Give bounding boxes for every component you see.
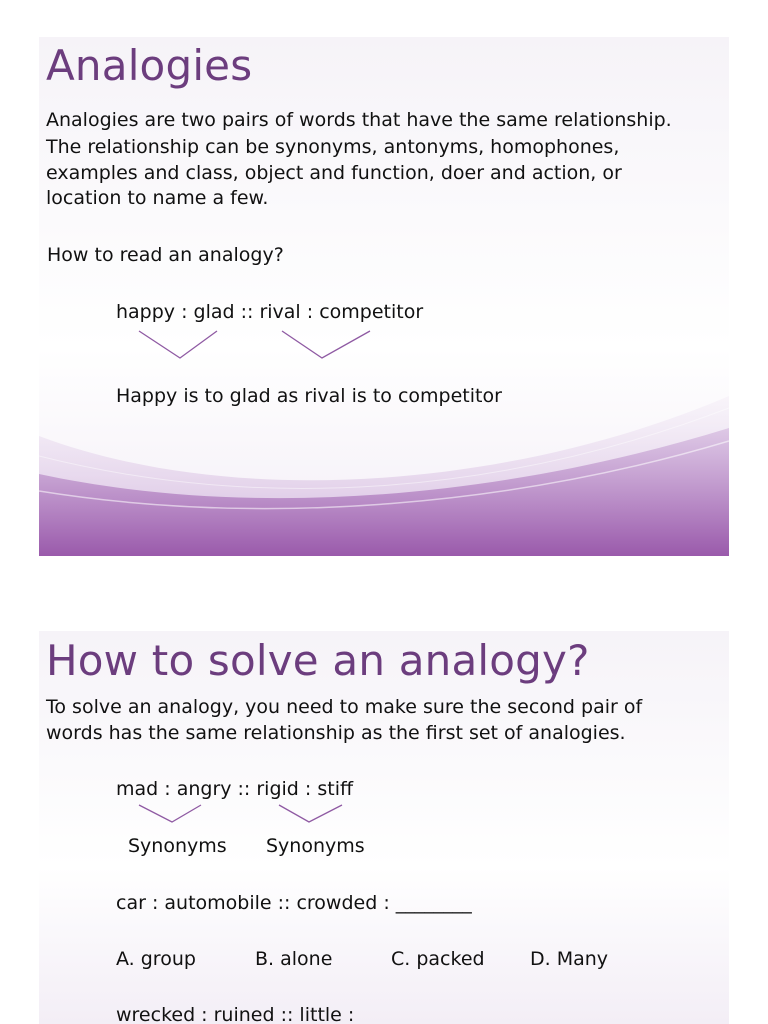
slide-title: Analogies	[46, 41, 253, 90]
analogy-example: mad : angry :: rigid : stiff	[116, 778, 354, 800]
option-c: C. packed	[391, 948, 485, 970]
question-heading: How to read an analogy?	[47, 244, 284, 266]
analogy-reading: Happy is to glad as rival is to competitor	[116, 385, 502, 407]
body-line: Analogies are two pairs of words that have the same relationship.	[46, 109, 672, 131]
slide-analogies	[39, 37, 729, 556]
slide-how-to-solve	[39, 631, 729, 1024]
body-line: examples and class, object and function, doer and action, or	[46, 162, 622, 184]
relation-label-right: Synonyms	[266, 835, 365, 857]
option-d: D. Many	[530, 948, 609, 970]
practice-question: car : automobile :: crowded : ________	[116, 892, 472, 914]
body-line: location to name a few.	[46, 187, 269, 209]
analogy-example: happy : glad :: rival : competitor	[116, 301, 424, 323]
body-line: To solve an analogy, you need to make sure the second pair of	[46, 696, 643, 718]
practice-question-2: wrecked : ruined :: little :	[116, 1004, 355, 1024]
body-line: words has the same relationship as the first set of analogies.	[46, 722, 626, 744]
relation-label-left: Synonyms	[128, 835, 227, 857]
slide-title: How to solve an analogy?	[46, 636, 590, 685]
option-a: A. group	[116, 948, 196, 970]
slide-wave-decoration	[39, 396, 729, 556]
option-b: B. alone	[255, 948, 333, 970]
body-line: The relationship can be synonyms, antonyms, homophones,	[46, 136, 620, 158]
